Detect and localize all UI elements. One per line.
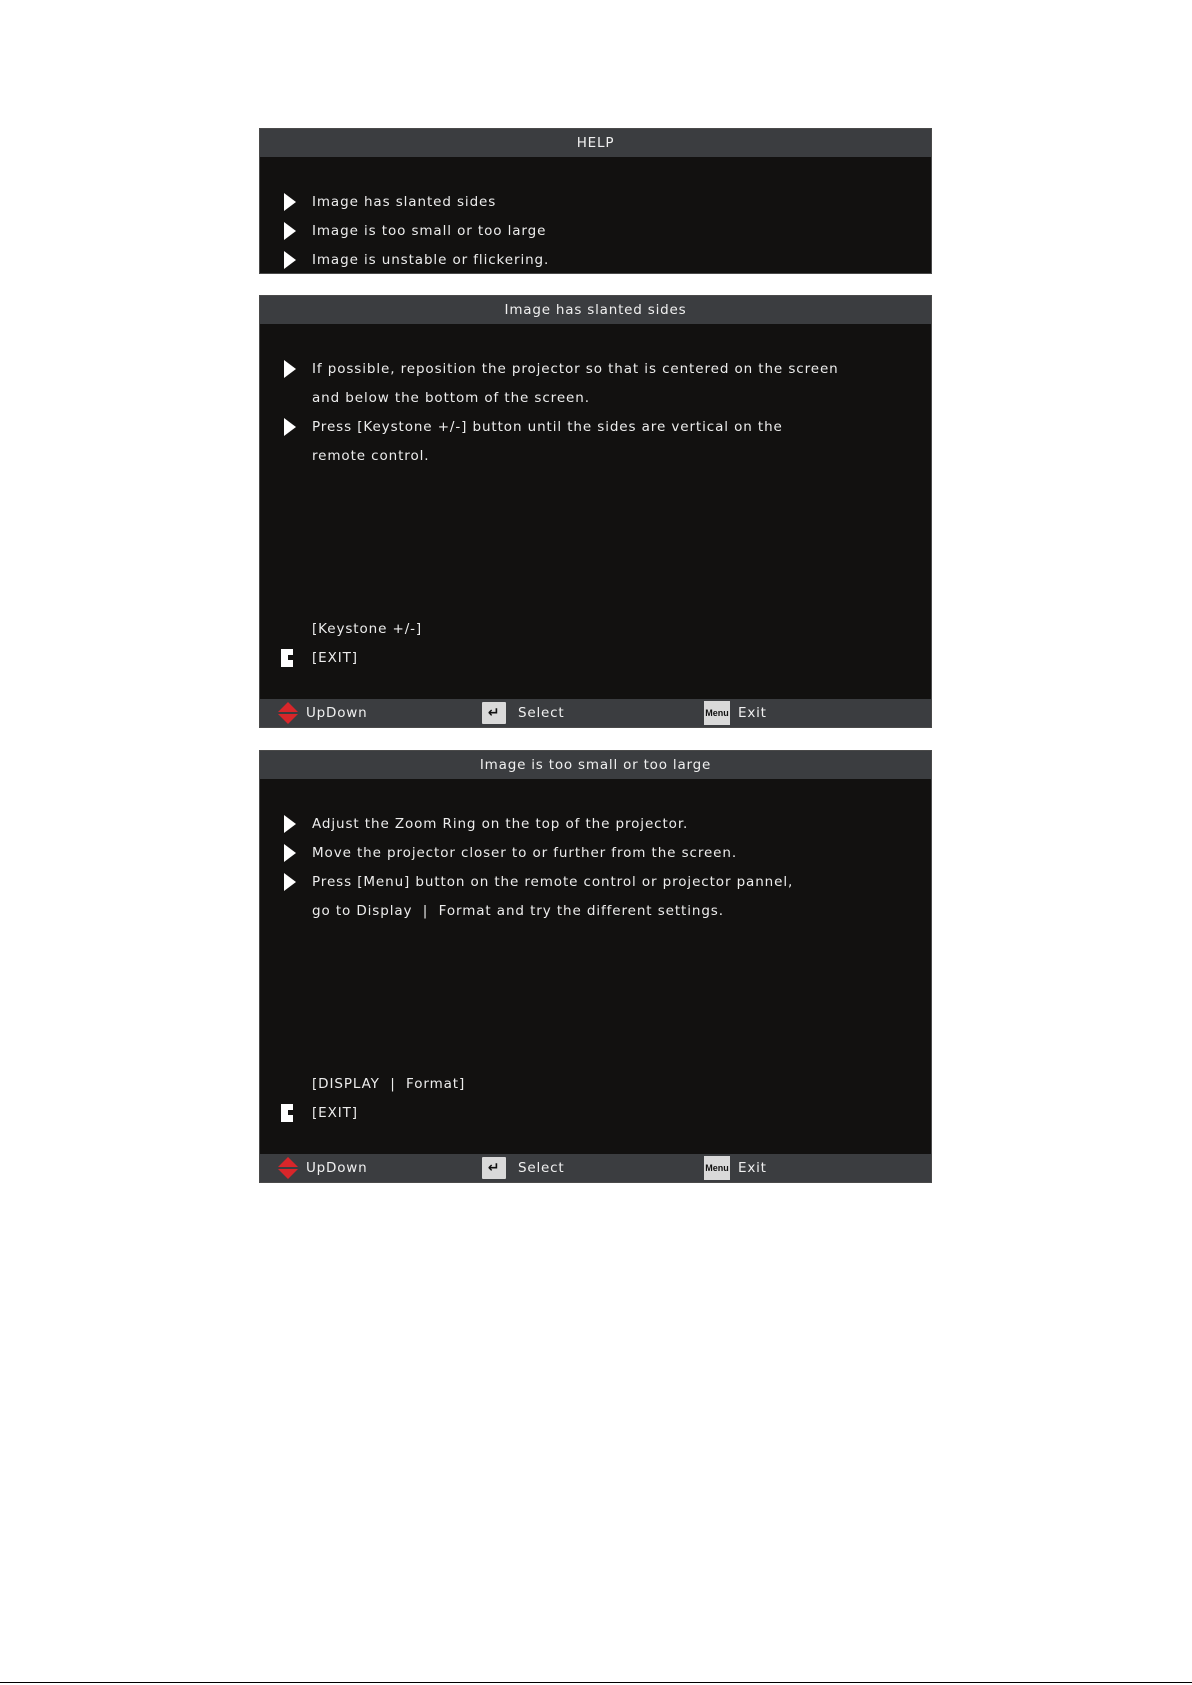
help-item-label: Image has slanted sides (312, 193, 497, 210)
updown-arrows-icon (278, 701, 298, 725)
page-bottom-rule (0, 1682, 1192, 1683)
help-panel-title: HELP (260, 129, 931, 157)
tip-text: Adjust the Zoom Ring on the top of the projector. (312, 815, 689, 832)
display-format-shortcut[interactable] (260, 1069, 931, 1098)
play-arrow-icon (284, 844, 296, 862)
exit-option-label: [EXIT] (312, 649, 358, 666)
tip-text: If possible, reposition the projector so that is centered on the screen (312, 360, 839, 377)
updown-label: UpDown (306, 705, 368, 721)
tip-text: Move the projector closer to or further from the screen. (312, 844, 738, 861)
tip-row (260, 354, 931, 383)
tip-row-continued (260, 441, 931, 470)
image-size-panel (259, 750, 932, 1183)
keystone-shortcut[interactable] (260, 614, 931, 643)
play-arrow-icon (284, 251, 296, 269)
tip-row-continued (260, 383, 931, 412)
exit-hint (704, 699, 767, 727)
enter-key-icon: ↵ (482, 1157, 506, 1179)
select-hint (482, 699, 564, 727)
exit-option[interactable] (260, 1098, 931, 1127)
play-arrow-icon (284, 815, 296, 833)
help-item-slanted-sides[interactable] (260, 187, 931, 216)
tip-row (260, 809, 931, 838)
display-format-shortcut-label: [DISPLAY | Format] (312, 1075, 466, 1092)
tip-text: remote control. (312, 447, 430, 464)
play-arrow-icon (284, 193, 296, 211)
tip-text: Press [Menu] button on the remote control or projector pannel, (312, 873, 794, 890)
play-arrow-icon (284, 873, 296, 891)
exit-hint (704, 1154, 767, 1182)
menu-key-icon: Menu (704, 701, 730, 725)
help-item-size[interactable] (260, 216, 931, 245)
key-guide-bar (260, 1154, 931, 1182)
help-item-label: Image is unstable or flickering. (312, 251, 550, 268)
updown-hint (278, 1154, 368, 1182)
tip-row (260, 412, 931, 441)
enter-key-icon: ↵ (482, 702, 506, 724)
updown-arrows-icon (278, 1156, 298, 1180)
tip-row-continued (260, 896, 931, 925)
slanted-sides-panel (259, 295, 932, 728)
size-panel-title: Image is too small or too large (260, 751, 931, 779)
tip-text: and below the bottom of the screen. (312, 389, 590, 406)
help-item-unstable[interactable] (260, 245, 931, 274)
key-guide-bar (260, 699, 931, 727)
exit-label: Exit (738, 1160, 767, 1176)
play-arrow-icon (284, 222, 296, 240)
slanted-panel-title: Image has slanted sides (260, 296, 931, 324)
updown-hint (278, 699, 368, 727)
tip-row (260, 838, 931, 867)
keystone-shortcut-label: [Keystone +/-] (312, 620, 423, 637)
select-label: Select (518, 1160, 565, 1176)
help-panel (259, 128, 932, 274)
exit-label: Exit (738, 705, 767, 721)
tip-text: Press [Keystone +/-] button until the sides are vertical on the (312, 418, 783, 435)
exit-door-icon (281, 649, 293, 667)
updown-label: UpDown (306, 1160, 368, 1176)
menu-key-icon: Menu (704, 1156, 730, 1180)
select-label: Select (518, 705, 565, 721)
play-arrow-icon (284, 418, 296, 436)
select-hint (482, 1154, 564, 1182)
play-arrow-icon (284, 360, 296, 378)
exit-door-icon (281, 1104, 293, 1122)
tip-row (260, 867, 931, 896)
exit-option-label: [EXIT] (312, 1104, 358, 1121)
exit-option[interactable] (260, 643, 931, 672)
help-item-label: Image is too small or too large (312, 222, 547, 239)
tip-text: go to Display | Format and try the different settings. (312, 902, 724, 919)
